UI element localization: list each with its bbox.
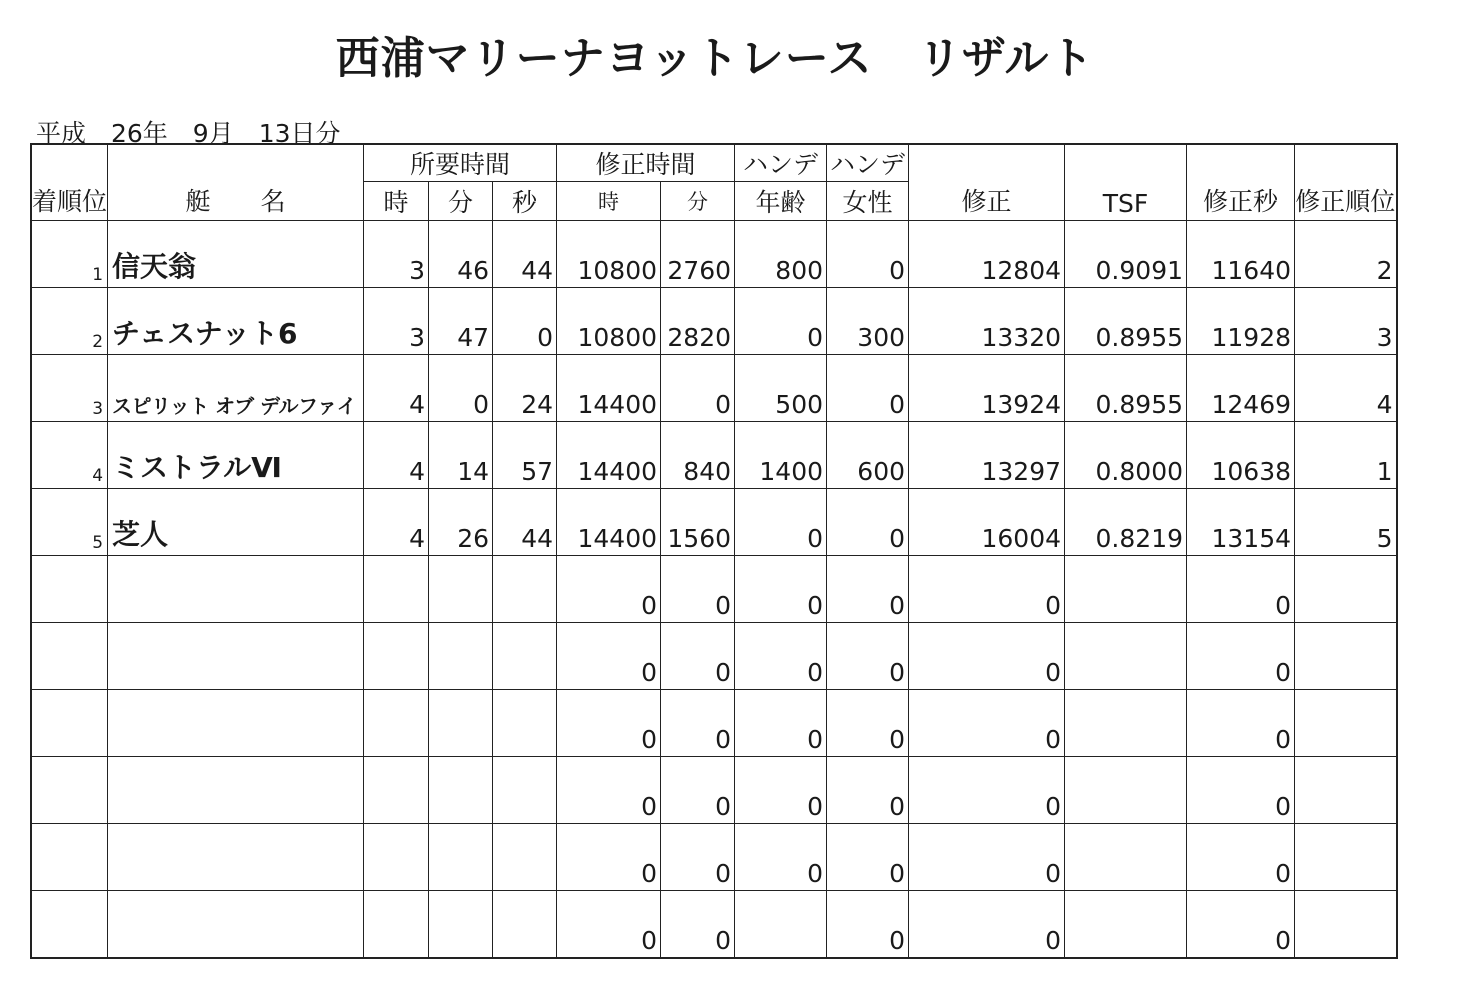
elapsed-seconds-cell <box>493 556 557 623</box>
handi-female-cell: 0 <box>827 355 909 422</box>
boat-name-cell <box>108 556 364 623</box>
place-cell <box>31 556 108 623</box>
handi-age-cell: 0 <box>735 757 827 824</box>
header-elapsed-seconds: 秒 <box>493 182 557 221</box>
elapsed-minutes-cell <box>429 757 493 824</box>
corrected-seconds-cell: 12469 <box>1187 355 1295 422</box>
boat-name-cell <box>108 690 364 757</box>
corrected-cell: 0 <box>909 824 1065 891</box>
corrected-cell: 0 <box>909 556 1065 623</box>
handi-female-cell: 300 <box>827 288 909 355</box>
handi-female-cell: 0 <box>827 556 909 623</box>
place-cell <box>31 623 108 690</box>
corrected-cell: 13297 <box>909 422 1065 489</box>
corrected-rank-cell <box>1295 891 1397 959</box>
header-corrected-seconds: 修正秒 <box>1187 144 1295 221</box>
corrected-hours-cell: 0 <box>557 623 661 690</box>
corrected-cell: 16004 <box>909 489 1065 556</box>
boat-name-cell <box>108 891 364 959</box>
corrected-seconds-cell: 11640 <box>1187 221 1295 288</box>
corrected-rank-cell <box>1295 757 1397 824</box>
corrected-seconds-cell: 0 <box>1187 757 1295 824</box>
table-row <box>31 489 1397 556</box>
corrected-rank-cell: 3 <box>1295 288 1397 355</box>
corrected-rank-cell <box>1295 690 1397 757</box>
place-cell: 2 <box>31 288 108 355</box>
place-cell: 3 <box>31 355 108 422</box>
tsf-cell: 0.8219 <box>1065 489 1187 556</box>
boat-name-cell <box>108 824 364 891</box>
corrected-rank-cell: 4 <box>1295 355 1397 422</box>
corrected-seconds-cell: 11928 <box>1187 288 1295 355</box>
corrected-seconds-cell: 13154 <box>1187 489 1295 556</box>
corrected-hours-cell: 0 <box>557 824 661 891</box>
handi-female-cell: 0 <box>827 221 909 288</box>
corrected-rank-cell: 5 <box>1295 489 1397 556</box>
table-row <box>31 824 1397 891</box>
header-corrected: 修正 <box>909 144 1065 221</box>
handi-female-cell: 600 <box>827 422 909 489</box>
corrected-cell: 0 <box>909 757 1065 824</box>
header-finish-rank: 着順位 <box>31 144 108 221</box>
tsf-cell <box>1065 757 1187 824</box>
elapsed-seconds-cell: 0 <box>493 288 557 355</box>
corrected-minutes-cell: 2760 <box>661 221 735 288</box>
elapsed-seconds-cell <box>493 824 557 891</box>
header-boat-name: 艇 名 <box>108 144 364 221</box>
elapsed-hours-cell <box>364 556 429 623</box>
header-corrected-hours: 時 <box>557 182 661 221</box>
tsf-cell <box>1065 623 1187 690</box>
table-row <box>31 422 1397 489</box>
tsf-cell: 0.9091 <box>1065 221 1187 288</box>
elapsed-minutes-cell <box>429 623 493 690</box>
boat-name-cell: ミストラルⅥ <box>108 422 364 489</box>
boat-name-cell: チェスナット6 <box>108 288 364 355</box>
table-row <box>31 355 1397 422</box>
handi-female-cell: 0 <box>827 690 909 757</box>
corrected-hours-cell: 14400 <box>557 355 661 422</box>
tsf-cell: 0.8955 <box>1065 355 1187 422</box>
tsf-cell <box>1065 690 1187 757</box>
elapsed-minutes-cell <box>429 556 493 623</box>
elapsed-minutes-cell <box>429 690 493 757</box>
elapsed-seconds-cell <box>493 757 557 824</box>
tsf-cell: 0.8955 <box>1065 288 1187 355</box>
tsf-cell: 0.8000 <box>1065 422 1187 489</box>
handi-age-cell: 800 <box>735 221 827 288</box>
place-cell: 4 <box>31 422 108 489</box>
handi-age-cell: 500 <box>735 355 827 422</box>
place-cell <box>31 690 108 757</box>
corrected-minutes-cell: 0 <box>661 623 735 690</box>
handi-age-cell: 0 <box>735 824 827 891</box>
table-row <box>31 757 1397 824</box>
elapsed-hours-cell: 4 <box>364 355 429 422</box>
corrected-cell: 12804 <box>909 221 1065 288</box>
corrected-hours-cell: 10800 <box>557 221 661 288</box>
corrected-minutes-cell: 0 <box>661 891 735 959</box>
handi-age-cell <box>735 891 827 959</box>
elapsed-hours-cell: 3 <box>364 221 429 288</box>
corrected-hours-cell: 0 <box>557 757 661 824</box>
elapsed-hours-cell: 4 <box>364 422 429 489</box>
header-handi-female-group: ハンデ <box>827 144 909 182</box>
tsf-cell <box>1065 824 1187 891</box>
corrected-minutes-cell: 0 <box>661 824 735 891</box>
elapsed-hours-cell: 4 <box>364 489 429 556</box>
table-row <box>31 623 1397 690</box>
header-elapsed-minutes: 分 <box>429 182 493 221</box>
header-row-top <box>31 144 1397 182</box>
boat-name-cell <box>108 757 364 824</box>
elapsed-hours-cell <box>364 623 429 690</box>
place-cell <box>31 891 108 959</box>
elapsed-seconds-cell <box>493 891 557 959</box>
corrected-hours-cell: 10800 <box>557 288 661 355</box>
handi-age-cell: 0 <box>735 690 827 757</box>
corrected-seconds-cell: 0 <box>1187 891 1295 959</box>
corrected-minutes-cell: 1560 <box>661 489 735 556</box>
corrected-hours-cell: 14400 <box>557 489 661 556</box>
corrected-seconds-cell: 0 <box>1187 824 1295 891</box>
elapsed-hours-cell: 3 <box>364 288 429 355</box>
header-corrected-minutes: 分 <box>661 182 735 221</box>
elapsed-seconds-cell <box>493 690 557 757</box>
corrected-seconds-cell: 0 <box>1187 556 1295 623</box>
handi-age-cell: 0 <box>735 489 827 556</box>
corrected-hours-cell: 0 <box>557 891 661 959</box>
header-corrected-group: 修正時間 <box>557 144 735 182</box>
corrected-cell: 0 <box>909 891 1065 959</box>
corrected-hours-cell: 14400 <box>557 422 661 489</box>
corrected-seconds-cell: 0 <box>1187 690 1295 757</box>
corrected-minutes-cell: 0 <box>661 556 735 623</box>
document-title: 西浦マリーナヨットレース リザルト <box>335 33 1095 84</box>
handi-age-cell: 1400 <box>735 422 827 489</box>
header-tsf: TSF <box>1065 144 1187 221</box>
corrected-hours-cell: 0 <box>557 556 661 623</box>
elapsed-minutes-cell: 26 <box>429 489 493 556</box>
place-cell <box>31 824 108 891</box>
corrected-minutes-cell: 0 <box>661 757 735 824</box>
header-elapsed-hours: 時 <box>364 182 429 221</box>
elapsed-hours-cell <box>364 824 429 891</box>
elapsed-hours-cell <box>364 891 429 959</box>
handi-age-cell: 0 <box>735 623 827 690</box>
corrected-minutes-cell: 2820 <box>661 288 735 355</box>
handi-age-cell: 0 <box>735 556 827 623</box>
place-cell: 1 <box>31 221 108 288</box>
boat-name-cell: 芝人 <box>108 489 364 556</box>
corrected-minutes-cell: 0 <box>661 690 735 757</box>
tsf-cell <box>1065 891 1187 959</box>
corrected-hours-cell: 0 <box>557 690 661 757</box>
header-corrected-rank: 修正順位 <box>1295 144 1397 221</box>
handi-female-cell: 0 <box>827 824 909 891</box>
tsf-cell <box>1065 556 1187 623</box>
corrected-rank-cell: 2 <box>1295 221 1397 288</box>
results-table <box>30 143 1398 959</box>
place-cell <box>31 757 108 824</box>
corrected-cell: 0 <box>909 623 1065 690</box>
table-row <box>31 690 1397 757</box>
header-handi-age-group: ハンデ <box>735 144 827 182</box>
elapsed-minutes-cell <box>429 891 493 959</box>
corrected-rank-cell: 1 <box>1295 422 1397 489</box>
elapsed-hours-cell <box>364 757 429 824</box>
elapsed-seconds-cell: 57 <box>493 422 557 489</box>
corrected-minutes-cell: 840 <box>661 422 735 489</box>
corrected-minutes-cell: 0 <box>661 355 735 422</box>
elapsed-minutes-cell: 46 <box>429 221 493 288</box>
boat-name-cell <box>108 623 364 690</box>
corrected-rank-cell <box>1295 556 1397 623</box>
handi-female-cell: 0 <box>827 489 909 556</box>
elapsed-seconds-cell: 44 <box>493 489 557 556</box>
table-row <box>31 891 1397 959</box>
boat-name-cell: スピリット オブ デルファイ <box>108 355 364 422</box>
corrected-seconds-cell: 0 <box>1187 623 1295 690</box>
handi-female-cell: 0 <box>827 891 909 959</box>
corrected-seconds-cell: 10638 <box>1187 422 1295 489</box>
elapsed-seconds-cell: 44 <box>493 221 557 288</box>
elapsed-minutes-cell: 47 <box>429 288 493 355</box>
elapsed-minutes-cell: 14 <box>429 422 493 489</box>
header-handi-age: 年齢 <box>735 182 827 221</box>
place-cell: 5 <box>31 489 108 556</box>
elapsed-seconds-cell <box>493 623 557 690</box>
corrected-cell: 0 <box>909 690 1065 757</box>
header-elapsed-group: 所要時間 <box>364 144 557 182</box>
elapsed-minutes-cell <box>429 824 493 891</box>
table-row <box>31 288 1397 355</box>
handi-female-cell: 0 <box>827 623 909 690</box>
elapsed-minutes-cell: 0 <box>429 355 493 422</box>
handi-age-cell: 0 <box>735 288 827 355</box>
elapsed-hours-cell <box>364 690 429 757</box>
corrected-cell: 13924 <box>909 355 1065 422</box>
corrected-rank-cell <box>1295 623 1397 690</box>
table-row <box>31 556 1397 623</box>
header-handi-female: 女性 <box>827 182 909 221</box>
date-line: 平成 26年 9月 13日分 <box>36 119 341 148</box>
boat-name-cell: 信天翁 <box>108 221 364 288</box>
elapsed-seconds-cell: 24 <box>493 355 557 422</box>
corrected-cell: 13320 <box>909 288 1065 355</box>
corrected-rank-cell <box>1295 824 1397 891</box>
handi-female-cell: 0 <box>827 757 909 824</box>
table-row <box>31 221 1397 288</box>
